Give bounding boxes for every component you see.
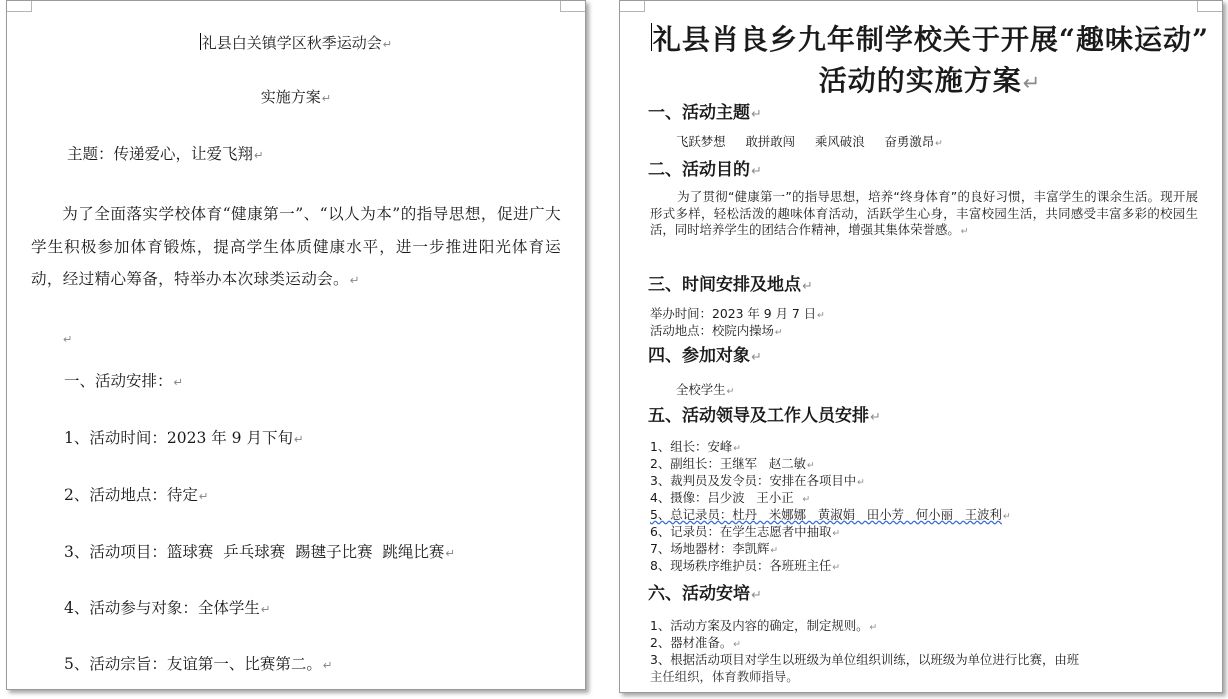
- paragraph-mark-icon: ↵: [293, 432, 304, 446]
- participants-text: 全校学生: [676, 382, 726, 397]
- paragraph-mark-icon: ↵: [733, 443, 742, 454]
- heading-text: 二、活动目的: [648, 160, 750, 180]
- doc2-heading: [648, 586, 762, 603]
- paragraph-mark-icon: ↵: [322, 658, 333, 672]
- paragraph-mark-icon: ↵: [935, 138, 943, 149]
- paragraph-mark-icon: ↵: [802, 494, 811, 505]
- arrangement-text: 1、活动方案及内容的确定，制定规则。: [650, 618, 869, 633]
- arrangement-text: 2、器材准备。: [650, 635, 733, 650]
- theme-word: 奋勇激昂: [884, 134, 935, 149]
- paragraph-mark-icon: ↵: [857, 477, 865, 488]
- paragraph-mark-icon: ↵: [751, 588, 762, 603]
- doc2-title-line1: 礼县肖良乡九年制学校关于开展“趣味运动”: [652, 23, 1210, 56]
- doc1-item: [64, 431, 585, 447]
- doc2-participants-line: [676, 381, 734, 400]
- paragraph-mark-icon: ↵: [960, 226, 969, 237]
- staff-text: 3、裁判员及发令员：安排在各项目中: [650, 473, 857, 488]
- arrangement-text: 3、根据活动项目对学生以班级为单位组织训练，以班级为单位进行比赛，由班: [650, 652, 1080, 667]
- paragraph-mark-icon: ↵: [321, 92, 332, 105]
- doc1-subtitle: 实施方案: [260, 88, 321, 106]
- staff-text: 7、场地器材：李凯辉: [650, 541, 770, 556]
- doc1-theme-line: [67, 147, 585, 163]
- paragraph-mark-icon: ↵: [870, 410, 881, 425]
- paragraph-mark-icon: ↵: [254, 148, 264, 162]
- doc1-item-text: 3、活动项目：篮球赛 乒乓球赛 踢毽子比赛 跳绳比赛: [64, 543, 445, 561]
- doc2-arrangement-line-cut: [650, 668, 799, 685]
- paragraph-mark-icon: ↵: [726, 386, 735, 397]
- staff-text: 8、现场秩序维护员：各班班主任: [650, 558, 832, 573]
- staff-text: 2、副组长：王继军 赵二敏: [650, 456, 806, 471]
- heading-text: 四、参加对象: [648, 346, 750, 366]
- doc2-heading: [648, 162, 762, 179]
- doc1-title-line[interactable]: [7, 33, 585, 51]
- doc2-heading: [648, 105, 762, 122]
- doc2-staff-line: [650, 557, 840, 576]
- doc1-subtitle-line: [7, 90, 585, 105]
- doc2-place-line: [650, 322, 783, 341]
- paragraph-mark-icon: ↵: [832, 562, 841, 573]
- doc1-item: [64, 545, 585, 561]
- page-corner-marker: [1197, 1, 1222, 12]
- page-corner-marker: [560, 1, 585, 12]
- paragraph-mark-icon: ↵: [382, 38, 393, 51]
- paragraph-mark-icon: ↵: [802, 279, 813, 294]
- doc1-theme: 主题：传递爱心，让爱飞翔: [67, 145, 254, 163]
- doc2-arrangement-line: [650, 651, 1079, 668]
- doc1-intro: 为了全面落实学校体育“健康第一”、“以人为本”的指导思想，促进广大学生积极参加体育锻炼，提高学生体质健康水平，进一步推进阳光体育运动，经过精心筹备，特举办本次球类运动会。: [31, 205, 561, 288]
- doc2-title[interactable]: [650, 19, 1210, 104]
- doc1-item: [64, 488, 585, 504]
- paragraph-mark-icon: ↵: [751, 164, 762, 179]
- text-cursor: [200, 33, 201, 50]
- doc2-purpose-paragraph: [650, 189, 1198, 241]
- doc1-item: [64, 601, 585, 617]
- paragraph-mark-icon: ↵: [445, 546, 456, 560]
- doc1-title: 礼县白关镇学区秋季运动会: [201, 34, 382, 52]
- doc2-heading: [648, 348, 762, 365]
- staff-text: 1、组长：安峰: [650, 439, 733, 454]
- paragraph-mark-icon: ↵: [63, 333, 73, 346]
- theme-word: 敢拼敢闯: [745, 134, 796, 149]
- staff-text: 5、总记录员：杜丹 米娜娜 黄淑娟 田小芳 何小丽 王波利: [650, 507, 1002, 522]
- paragraph-mark-icon: ↵: [198, 489, 209, 503]
- staff-text: 6、记录员：在学生志愿者中抽取: [650, 524, 832, 539]
- arrangement-text: 主任组织，体育教师指导。: [650, 669, 799, 684]
- theme-word: 乘风破浪: [815, 134, 865, 149]
- doc1-item: [64, 657, 585, 673]
- purpose-text: 为了贯彻“健康第一”的指导思想，培养“终身体育”的良好习惯，丰富学生的课余生活。现开展形式多样，轻松活泼的趣味体育活动，活跃学生心身，丰富校园生活，共同感受丰富多彩的校园生活，同时培养学生的团结合作精神，增强其集体荣誉感。: [650, 189, 1198, 237]
- paragraph-mark-icon: ↵: [751, 350, 762, 365]
- heading-text: 一、活动主题: [648, 103, 750, 123]
- staff-text: 4、摄像：吕少波 王小正: [650, 490, 802, 505]
- paragraph-mark-icon: ↵: [869, 622, 878, 633]
- paragraph-mark-icon: ↵: [260, 602, 271, 616]
- doc2-title-line2: 活动的实施方案: [818, 64, 1022, 97]
- paragraph-mark-icon: ↵: [770, 545, 779, 556]
- paragraph-mark-icon: ↵: [1022, 71, 1042, 95]
- document-page-right[interactable]: [619, 0, 1223, 693]
- page-corner-marker: [620, 1, 645, 12]
- time-text: 举办时间：2023 年 9 月 7 日: [650, 306, 817, 321]
- doc1-section-title: 一、活动安排：: [64, 372, 173, 390]
- heading-text: 六、活动安培: [648, 584, 750, 604]
- text-cursor: [651, 23, 652, 51]
- place-text: 活动地点：校院内操场: [650, 323, 774, 338]
- paragraph-mark-icon: ↵: [807, 460, 815, 471]
- document-page-left[interactable]: [6, 0, 586, 690]
- paragraph-mark-icon: ↵: [774, 327, 783, 338]
- theme-word: 飞跃梦想: [676, 134, 726, 149]
- doc2-heading: [648, 277, 813, 294]
- doc1-intro-paragraph: [31, 198, 561, 297]
- doc2-theme-words: [676, 133, 943, 152]
- paragraph-mark-icon: ↵: [173, 375, 184, 389]
- paragraph-mark-icon: ↵: [817, 310, 825, 321]
- heading-text: 三、时间安排及地点: [648, 275, 801, 295]
- doc1-item-text: 4、活动参与对象：全体学生: [64, 599, 260, 617]
- page-corner-marker: [7, 1, 32, 12]
- paragraph-mark-icon: ↵: [751, 107, 762, 122]
- paragraph-mark-icon: ↵: [733, 639, 742, 650]
- paragraph-mark-icon: ↵: [832, 528, 841, 539]
- doc1-item-text: 2、活动地点：待定: [64, 486, 198, 504]
- empty-paragraph: [62, 331, 585, 346]
- paragraph-mark-icon: ↵: [1002, 511, 1011, 522]
- paragraph-mark-icon: ↵: [349, 273, 360, 287]
- doc2-heading: [648, 408, 881, 425]
- heading-text: 五、活动领导及工作人员安排: [648, 406, 869, 426]
- doc1-item-text: 1、活动时间：2023 年 9 月下旬: [64, 429, 293, 447]
- doc1-section-title-line: [64, 374, 585, 390]
- doc1-item-text: 5、活动宗旨：友谊第一、比赛第二。: [64, 655, 322, 673]
